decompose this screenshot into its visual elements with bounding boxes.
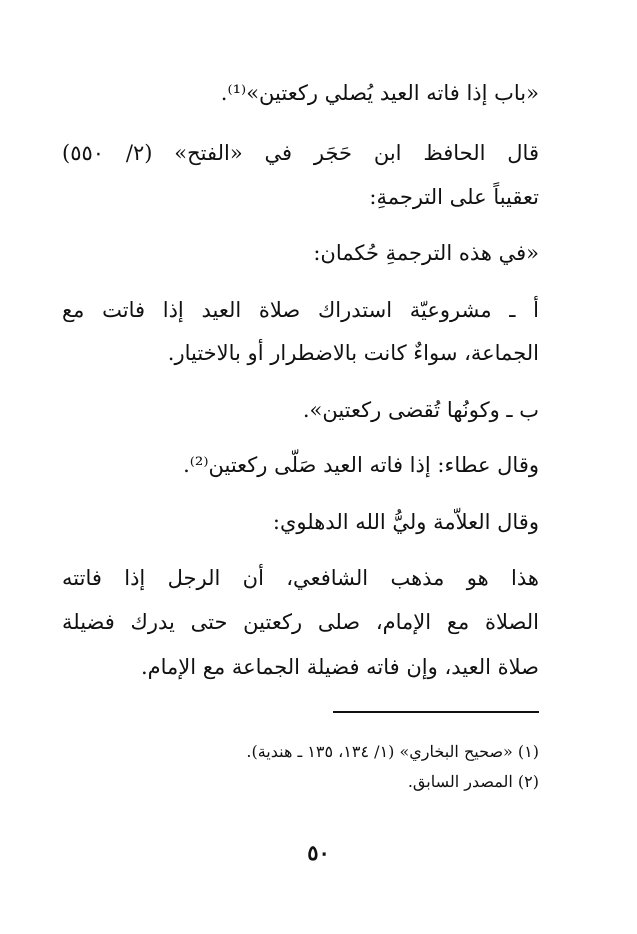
page-number: ٥٠	[307, 840, 330, 865]
footnote-divider	[333, 711, 539, 713]
text-line: صلاة العيد، وإن فاته فضيلة الجماعة مع الإمام.	[140, 655, 539, 679]
text-line: الصلاة مع الإمام، صلى ركعتين حتى يدرك فضيلة	[62, 610, 539, 634]
text-line: قال الحافظ ابن حَجَر في «الفتح» (٢/ ٥٥٠)	[62, 141, 539, 165]
text-line: وقال العلاّمة وليُّ الله الدهلوي:	[272, 510, 539, 534]
footnote-1: (١) «صحيح البخاري» (١/ ١٣٤، ١٣٥ ـ هندية).	[246, 742, 539, 761]
chapter-heading: «باب إذا فاته العيد يُصلي ركعتين»⁽¹⁾.	[220, 81, 539, 105]
text-line: أ ـ مشروعيّة استدراك صلاة العيد إذا فاتت مع	[62, 298, 539, 322]
text-line: وقال عطاء: إذا فاته العيد صَلّى ركعتين⁽²⁾.	[183, 453, 539, 477]
text-line: الجماعة، سواءٌ كانت بالاضطرار أو بالاختيار.	[167, 341, 539, 365]
footnote-2: (٢) المصدر السابق.	[407, 772, 539, 791]
text-line: تعقيباً على الترجمةِ:	[369, 185, 539, 209]
text-line: هذا هو مذهب الشافعي، أن الرجل إذا فاتته	[62, 566, 539, 590]
text-line: «في هذه الترجمةِ حُكمان:	[313, 241, 539, 265]
text-line: ب ـ وكونُها تُقضى ركعتين».	[302, 398, 539, 422]
